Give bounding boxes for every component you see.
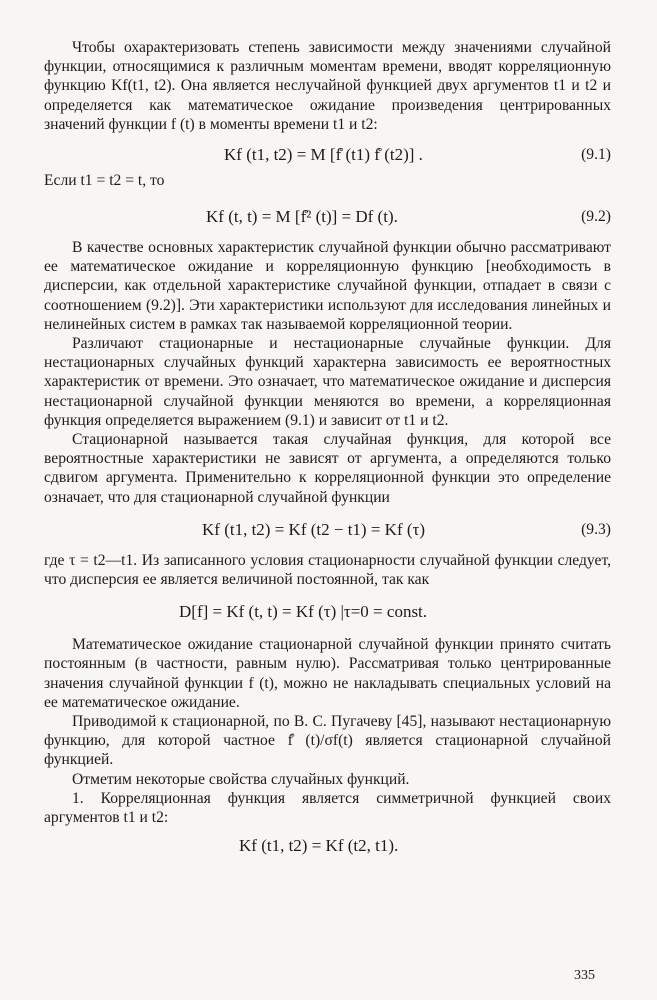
equation-number-9-2: (9.2) bbox=[581, 208, 611, 226]
paragraph-property-1: 1. Корреляционная функция является симметричной функцией своих аргументов t1 и t2: bbox=[44, 789, 611, 827]
equation-9-3-row bbox=[44, 517, 611, 543]
paragraph-stationary-nonstationary: Различают стационарные и нестационарные случайные функции. Для нестационарных случайных функций характерна зависимость ее вероятностных характеристик от времени. Это означает, что математическое ожидание и дисперсия нестационарной случайной функции меняются во времени, а корреляционная функция определяется выражением (9.1) и зависит от t1 и t2. bbox=[44, 335, 611, 429]
equation-9-1-row bbox=[44, 142, 611, 168]
equation-9-2-row bbox=[44, 204, 611, 230]
equation-9-3: Kf (t1, t2) = Kf (t2 − t1) = Kf (τ) bbox=[202, 519, 426, 539]
page-number: 335 bbox=[574, 968, 595, 983]
paragraph-stationary-definition: Стационарной называется такая случайная функция, для которой все вероятностные характеристики не зависят от аргумента, а определяются только сдвигом аргумента. Применительно к корреляционной функции это определение означает, что для стационарной случайной функции bbox=[44, 431, 611, 506]
paragraph-properties-intro: Отметим некоторые свойства случайных функций. bbox=[72, 770, 410, 788]
equation-symmetry: Kf (t1, t2) = Kf (t2, t1). bbox=[239, 836, 399, 856]
paragraph-pugachev: Приводимой к стационарной, по В. С. Пугачеву [45], называют нестационарную функцию, для которой частное f̊ (t)/σf(t) является стационарной случайной функцией. bbox=[44, 713, 611, 769]
equation-variance: D[f] = Kf (t, t) = Kf (τ) |τ=0 = const. bbox=[179, 602, 428, 622]
paragraph-correlation-definition: Чтобы охарактеризовать степень зависимости между значениями случайной функции, относящимися к различным моментам времени, вводят корреляционную функцию Kf(t1, t2). Она является неслучайной функцией двух аргументов t1 и t2 и определяется как математическое ожидание произведения центрированных значений функции f (t) в моменты времени t1 и t2: bbox=[44, 39, 611, 133]
paragraph-main-characteristics: В качестве основных характеристик случайной функции обычно рассматривают ее математическое ожидание и корреляционную функцию [необходимость в дисперсии, как отдельной характеристике случайной функции, отпадает в связи с соотношением (9.2)]. Эти характеристики используют для исследования линейных и нелинейных систем в рамках так называемой корреляционной теории. bbox=[44, 239, 611, 333]
paragraph-mean-value: Математическое ожидание стационарной случайной функции принято считать постоянным (в частности, равным нулю). Рассматривая только центрированные значения случайной функции f (t), можно не накладывать специальных условий на ее математическое ожидание. bbox=[44, 636, 611, 711]
page-body bbox=[44, 38, 611, 859]
equation-number-9-3: (9.3) bbox=[581, 520, 611, 538]
paragraph-equal-times: Если t1 = t2 = t, то bbox=[44, 172, 165, 190]
equation-number-9-1: (9.1) bbox=[581, 146, 611, 164]
paragraph-tau-definition: где τ = t2—t1. Из записанного условия стационарности случайной функции следует, что дисперсия ее является величиной постоянной, так как bbox=[44, 551, 611, 589]
equation-symmetry-row bbox=[44, 833, 611, 859]
equation-variance-row bbox=[44, 599, 611, 625]
equation-9-2: Kf (t, t) = M [f̊² (t)] = Df (t). bbox=[206, 207, 398, 227]
equation-9-1: Kf (t1, t2) = M [f̊ (t1) f̊ (t2)] . bbox=[224, 145, 423, 165]
